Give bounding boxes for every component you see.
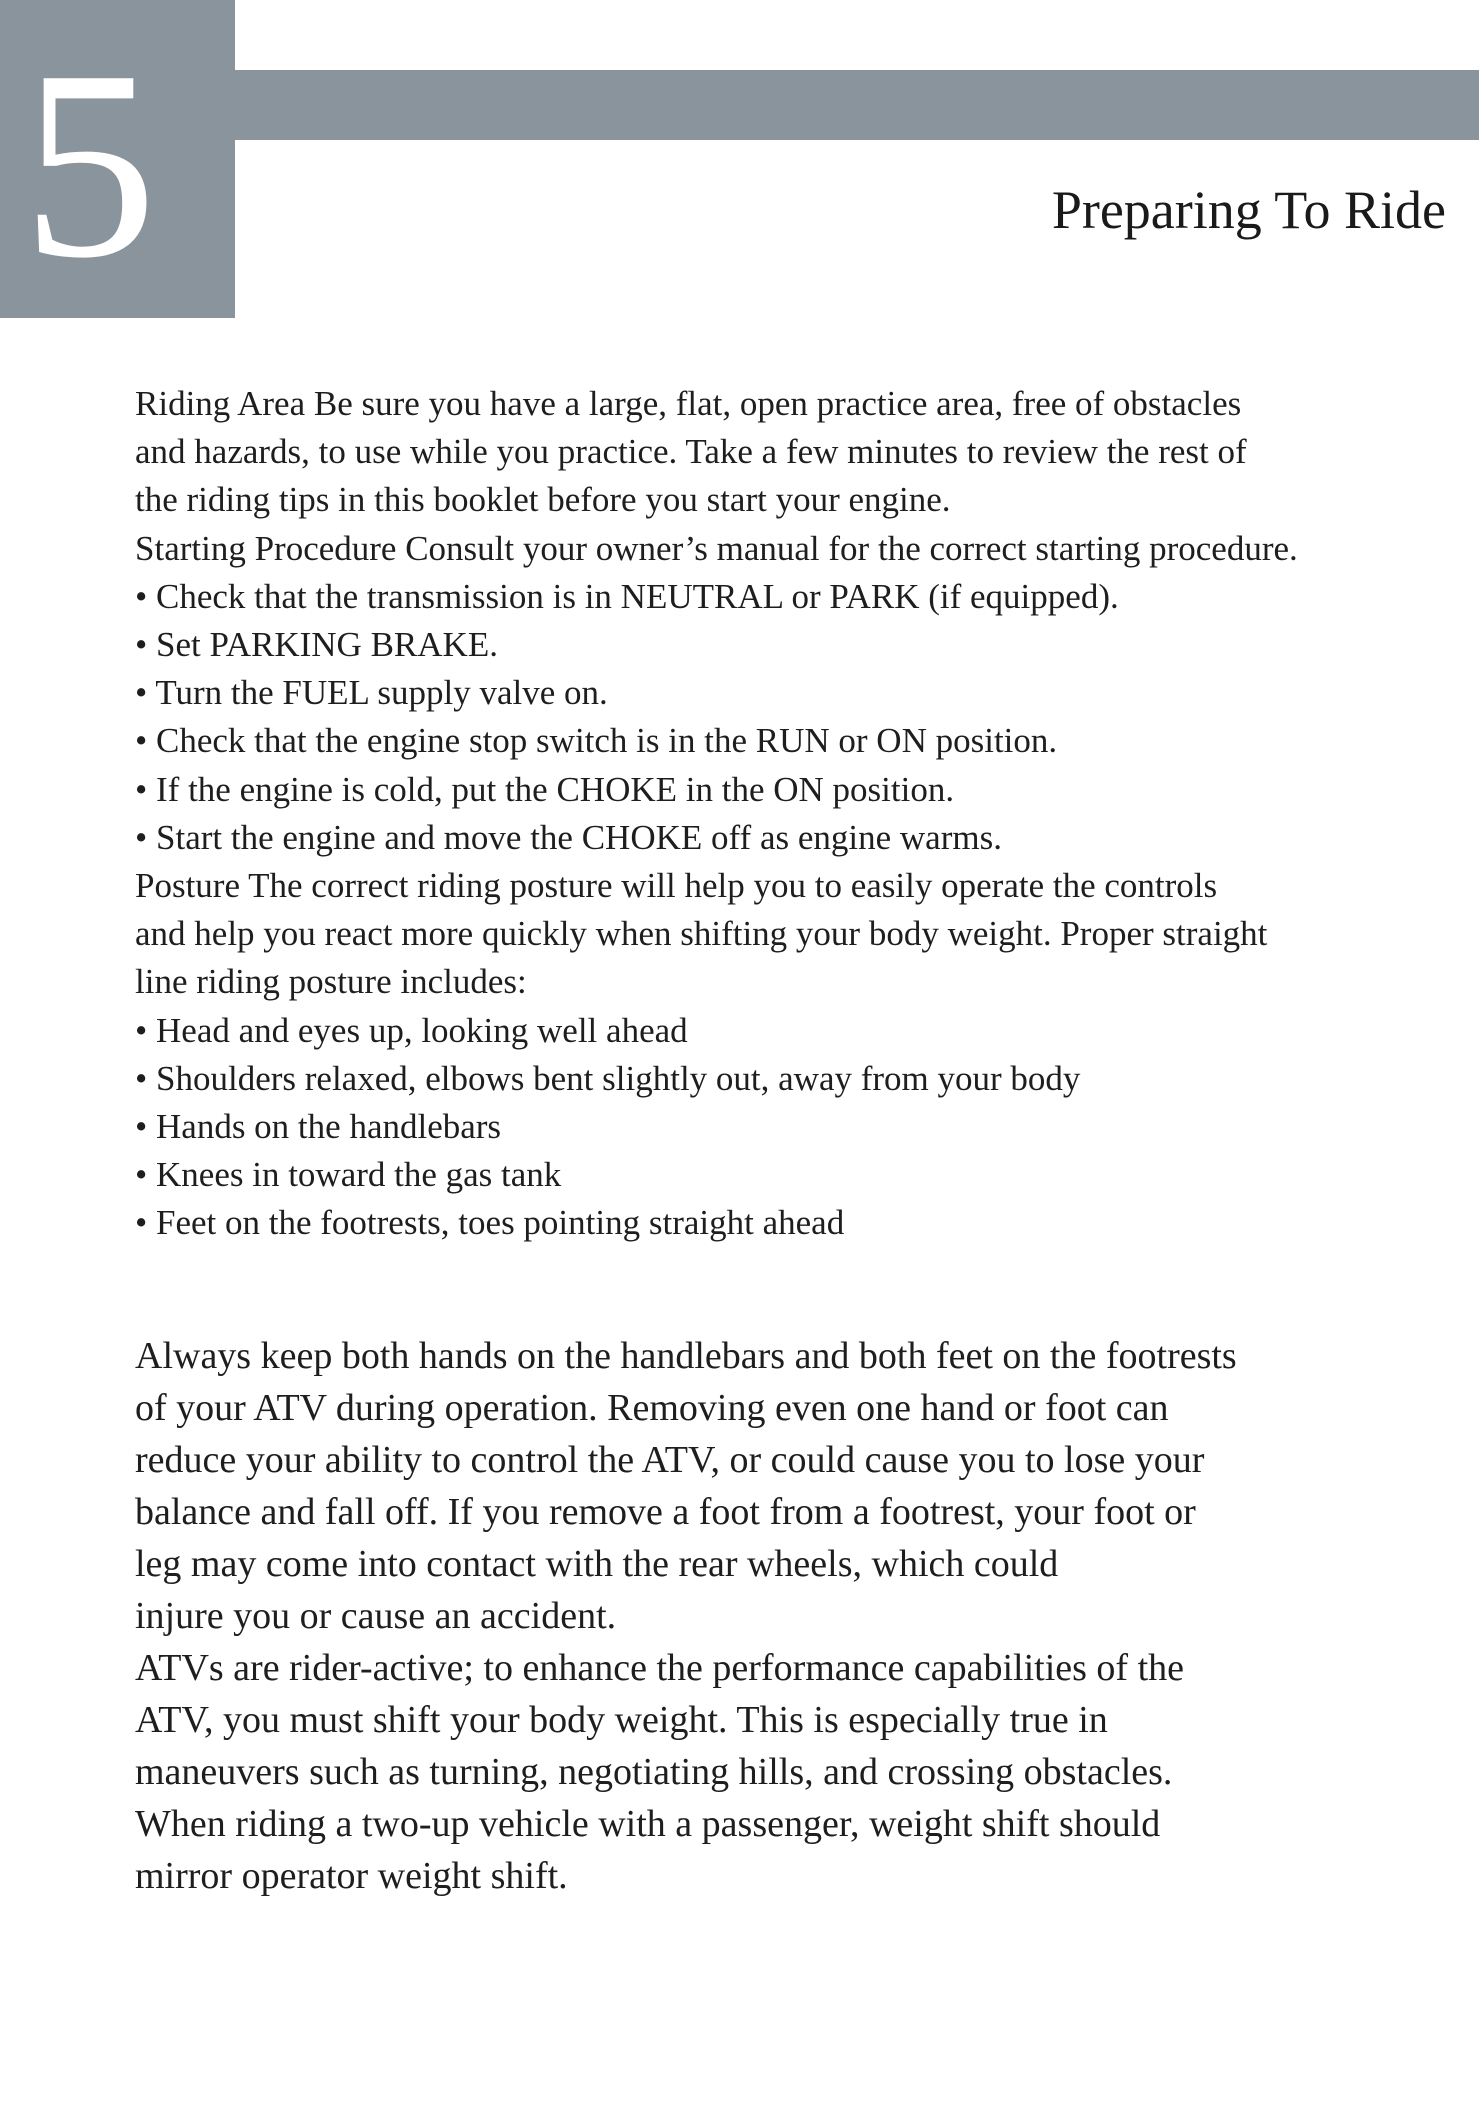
bullet-item: • Start the engine and move the CHOKE off as engine warms. — [135, 817, 1002, 857]
hands-feet-section — [135, 1330, 1455, 1902]
text-line: of your ATV during operation. Removing even one hand or foot can — [135, 1387, 1169, 1429]
chapter-title: Preparing To Ride — [1051, 180, 1446, 240]
text-line: the riding tips in this booklet before you start your engine. — [135, 480, 951, 520]
bullet-item: • If the engine is cold, put the CHOKE in the ON position. — [135, 769, 955, 809]
bullet-item: • Shoulders relaxed, elbows bent slightly out, away from your body — [135, 1058, 1081, 1098]
bullet-item: • Check that the engine stop switch is in the RUN or ON position. — [135, 721, 1058, 761]
text-line: balance and fall off. If you remove a foot from a footrest, your foot or — [135, 1491, 1196, 1533]
text-line: injure you or cause an accident. — [135, 1595, 617, 1637]
bullet-item: • Set PARKING BRAKE. — [135, 625, 498, 665]
bullet-item: • Knees in toward the gas tank — [135, 1155, 562, 1195]
text-line: Posture The correct riding posture will help you to easily operate the controls — [135, 866, 1218, 906]
riding-tips-section — [135, 380, 1455, 1248]
text-line: ATV, you must shift your body weight. This is especially true in — [135, 1699, 1108, 1741]
chapter-number-block — [0, 0, 235, 318]
text-line: When riding a two-up vehicle with a passenger, weight shift should — [135, 1803, 1161, 1845]
header-bar — [235, 70, 1479, 140]
chapter-number: 5 — [22, 15, 157, 314]
bullet-item: • Hands on the handlebars — [135, 1107, 502, 1147]
text-line: line riding posture includes: — [135, 962, 527, 1002]
text-line: and help you react more quickly when shifting your body weight. Proper straight — [135, 914, 1268, 954]
text-line: maneuvers such as turning, negotiating hills, and crossing obstacles. — [135, 1751, 1173, 1793]
text-line: ATVs are rider-active; to enhance the performance capabilities of the — [135, 1647, 1185, 1689]
text-line: and hazards, to use while you practice. Take a few minutes to review the rest of — [135, 432, 1247, 472]
text-line: reduce your ability to control the ATV, or could cause you to lose your — [135, 1439, 1205, 1481]
text-line: Starting Procedure Consult your owner’s manual for the correct starting procedure. — [135, 528, 1298, 568]
bullet-item: • Turn the FUEL supply valve on. — [135, 673, 608, 713]
text-line: leg may come into contact with the rear wheels, which could — [135, 1543, 1059, 1585]
text-line: mirror operator weight shift. — [135, 1855, 568, 1897]
text-line: Riding Area Be sure you have a large, flat, open practice area, free of obstacles — [135, 384, 1242, 423]
text-line: Always keep both hands on the handlebars and both feet on the footrests — [135, 1335, 1237, 1377]
bullet-item: • Feet on the footrests, toes pointing straight ahead — [135, 1203, 845, 1243]
bullet-item: • Check that the transmission is in NEUTRAL or PARK (if equipped). — [135, 576, 1119, 616]
bullet-item: • Head and eyes up, looking well ahead — [135, 1010, 688, 1050]
